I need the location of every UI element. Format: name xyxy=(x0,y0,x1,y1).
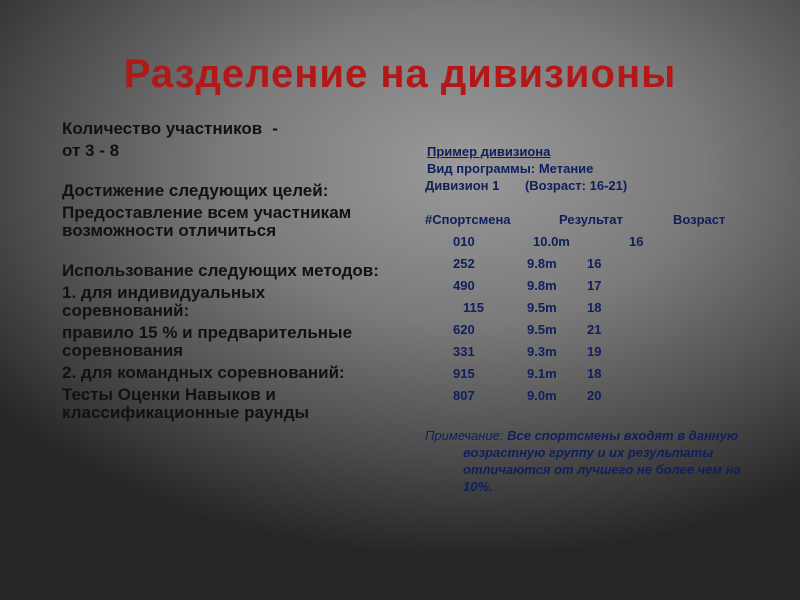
method-item-individual: 1. для индивидуальных соревнований: xyxy=(62,283,266,320)
cell-age: 19 xyxy=(587,344,602,359)
cell-age: 18 xyxy=(587,300,602,315)
table-row xyxy=(425,255,755,277)
table-row xyxy=(425,233,755,255)
participants-dash: - xyxy=(272,119,278,138)
header-athlete: #Спортсмена xyxy=(425,212,511,227)
results-table xyxy=(425,233,755,409)
goal-item: Предоставление всем участникам возможности отличиться xyxy=(62,203,352,240)
cell-athlete: 010 xyxy=(453,234,475,249)
participants-label: Количество участников xyxy=(62,119,263,138)
header-result: Результат xyxy=(559,212,623,227)
method-detail-individual: правило 15 % и предварительные соревнования xyxy=(62,323,353,360)
cell-result: 9.3m xyxy=(527,344,557,359)
table-row xyxy=(425,343,755,365)
cell-result: 9.5m xyxy=(527,300,557,315)
note xyxy=(425,427,755,495)
table-row xyxy=(425,277,755,299)
header-age: Возраст xyxy=(673,212,726,227)
table-header xyxy=(425,211,755,233)
participants-line xyxy=(62,120,392,138)
note-label: Примечание: xyxy=(425,428,504,443)
cell-athlete: 490 xyxy=(453,278,475,293)
cell-athlete: 915 xyxy=(453,366,475,381)
table-row xyxy=(425,321,755,343)
table-row xyxy=(425,387,755,409)
right-column xyxy=(425,143,755,495)
cell-age: 20 xyxy=(587,388,602,403)
slide-title: Разделение на дивизионы xyxy=(123,52,677,96)
cell-result: 9.5m xyxy=(527,322,557,337)
cell-age: 16 xyxy=(587,256,602,271)
example-heading: Пример дивизиона xyxy=(427,144,551,159)
cell-result: 9.1m xyxy=(527,366,557,381)
cell-age: 18 xyxy=(587,366,602,381)
table-row xyxy=(425,365,755,387)
program-type: Вид программы: Метание xyxy=(427,161,594,176)
cell-athlete: 620 xyxy=(453,322,475,337)
cell-result: 9.8m xyxy=(527,278,557,293)
method-item-team: 2. для командных соревнований: xyxy=(62,363,345,382)
left-column xyxy=(62,120,392,426)
cell-athlete: 807 xyxy=(453,388,475,403)
participants-range: от 3 - 8 xyxy=(62,141,120,160)
cell-result: 10.0m xyxy=(533,234,570,249)
cell-athlete: 115 xyxy=(463,300,484,315)
cell-age: 16 xyxy=(629,234,644,249)
table-row xyxy=(425,299,755,321)
division-line xyxy=(425,177,755,194)
cell-athlete: 252 xyxy=(453,256,475,271)
method-detail-team: Тесты Оценки Навыков и классификационные раунды xyxy=(62,385,310,422)
cell-result: 9.8m xyxy=(527,256,557,271)
cell-age: 17 xyxy=(587,278,602,293)
division-name: Дивизион 1 xyxy=(425,178,500,193)
goals-heading: Достижение следующих целей: xyxy=(62,181,329,200)
cell-age: 21 xyxy=(587,322,602,337)
note-text: Все спортсмены входят в данную возрастную группу и их результаты отличаются от лучшего не более чем на 10%. xyxy=(463,428,741,494)
methods-heading: Использование следующих методов: xyxy=(62,261,379,280)
division-age-group: (Возраст: 16-21) xyxy=(524,178,628,193)
cell-result: 9.0m xyxy=(527,388,557,403)
cell-athlete: 331 xyxy=(453,344,475,359)
